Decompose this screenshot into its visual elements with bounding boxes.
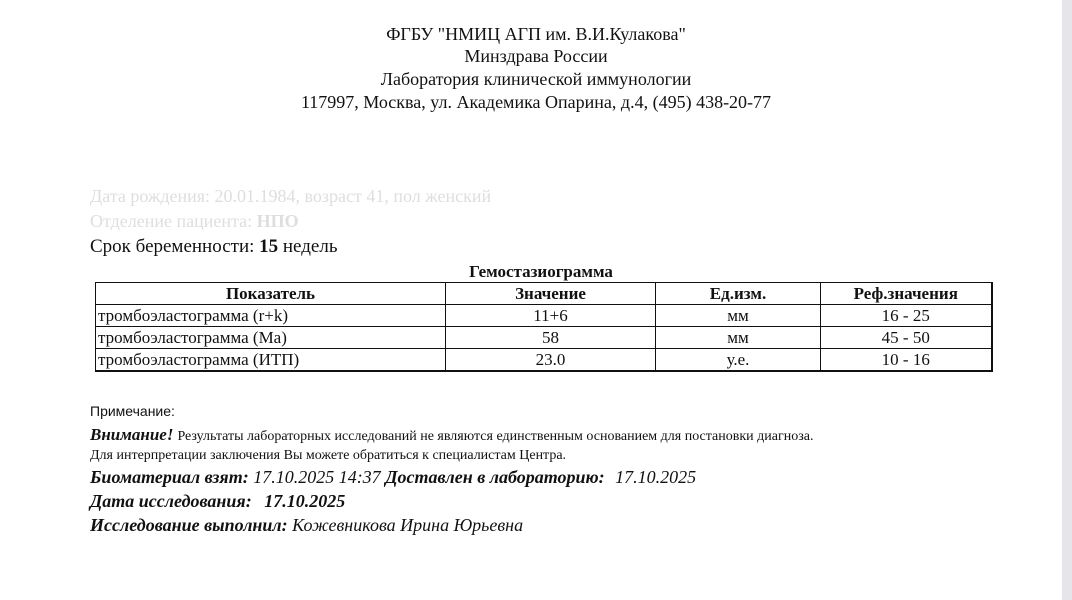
warning-text: Результаты лабораторных исследований не являются единственным основанием для постановки диагноза. [177, 429, 814, 444]
page-edge [1062, 0, 1072, 600]
warning-label: Внимание! [90, 425, 174, 444]
interpretation-text: Для интерпретации заключения Вы можете обратиться к специалистам Центра. [90, 448, 567, 463]
table-row [96, 327, 992, 349]
indicator-cell: тромбоэластограмма (ИТП) [96, 349, 446, 372]
pregnancy-term-line [90, 236, 338, 258]
note-label: Примечание: [90, 403, 175, 419]
value-cell: 11+6 [446, 305, 656, 327]
pregnancy-label: Срок беременности: [90, 236, 255, 257]
biomaterial-line [90, 467, 696, 488]
performed-label: Исследование выполнил: [90, 515, 288, 535]
delivered-value: 17.10.2025 [615, 467, 697, 487]
unit-cell: у.е. [656, 349, 821, 372]
patient-birth-line: Дата рождения: 20.01.1984, возраст 41, пол женский [90, 186, 492, 206]
column-header-unit: Ед.изм. [656, 283, 821, 305]
indicator-cell: тромбоэластограмма (r+k) [96, 305, 446, 327]
value-cell: 58 [446, 327, 656, 349]
institution-address: 117997, Москва, ул. Академика Опарина, д.4, (495) 438-20-77 [300, 92, 772, 112]
results-table [95, 282, 993, 372]
department-value: НПО [256, 211, 299, 231]
delivered-label: Доставлен в лабораторию: [385, 467, 605, 487]
table-header-row [96, 283, 992, 305]
laboratory-name: Лаборатория клинической иммунологии [380, 69, 692, 89]
reference-cell: 10 - 16 [821, 349, 992, 372]
performed-value: Кожевникова Ирина Юрьевна [292, 515, 524, 535]
performed-by-line [90, 515, 523, 536]
reference-cell: 45 - 50 [821, 327, 992, 349]
biomaterial-label: Биоматериал взят: [90, 467, 249, 487]
study-date-value: 17.10.2025 [264, 491, 346, 511]
study-date-line [90, 491, 345, 512]
table-row [96, 349, 992, 372]
unit-cell: мм [656, 305, 821, 327]
pregnancy-unit: недель [282, 236, 338, 257]
unit-cell: мм [656, 327, 821, 349]
warning-line [90, 425, 813, 445]
table-row [96, 305, 992, 327]
pregnancy-weeks: 15 [259, 236, 279, 257]
table-title: Гемостазиограмма [469, 262, 613, 281]
biomaterial-value: 17.10.2025 14:37 [253, 467, 381, 487]
patient-department-line [90, 211, 299, 232]
column-header-value: Значение [446, 283, 656, 305]
institution-name: ФГБУ "НМИЦ АГП им. В.И.Кулакова" [386, 24, 686, 44]
column-header-indicator: Показатель [96, 283, 446, 305]
column-header-reference: Реф.значения [821, 283, 992, 305]
indicator-cell: тромбоэластограмма (Ма) [96, 327, 446, 349]
value-cell: 23.0 [446, 349, 656, 372]
department-label: Отделение пациента: [90, 211, 253, 231]
ministry-name: Минздрава России [464, 46, 608, 66]
reference-cell: 16 - 25 [821, 305, 992, 327]
study-date-label: Дата исследования: [90, 491, 252, 511]
